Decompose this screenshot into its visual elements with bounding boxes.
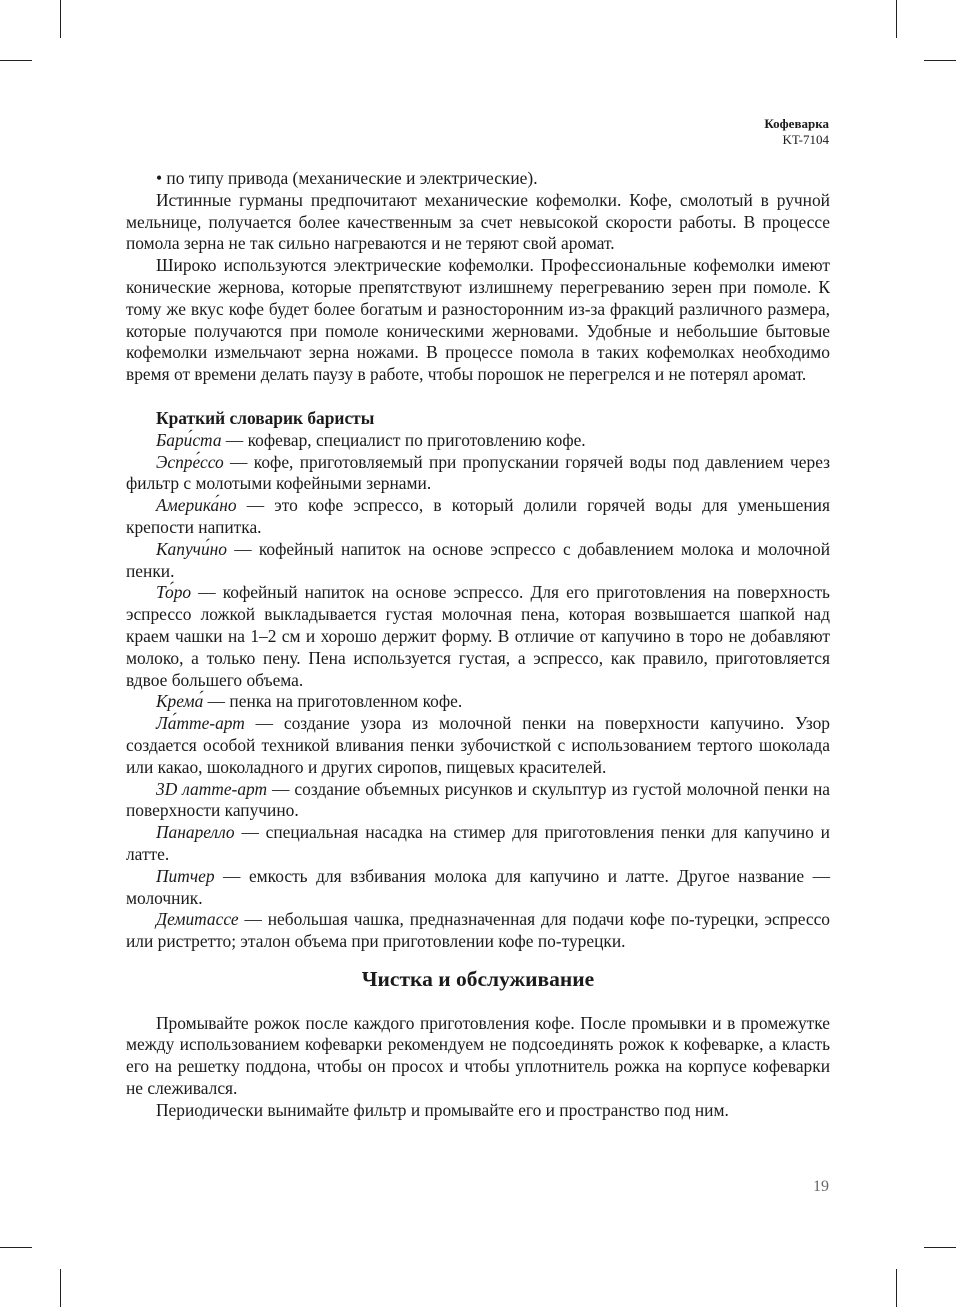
intro-bullet: • по типу привода (механические и электрические). — [156, 168, 538, 188]
glossary-entry — [126, 822, 830, 866]
crop-mark — [924, 60, 956, 61]
crop-mark — [60, 1269, 61, 1307]
glossary-term: Капучи́но — [156, 538, 227, 559]
glossary-definition: — кофейный напиток на основе эспрессо с добавлением молока и молочной пенки. — [126, 538, 830, 581]
glossary-entry — [126, 582, 830, 691]
crop-mark — [896, 1269, 897, 1307]
cleaning-paragraph: Периодически вынимайте фильтр и промывайте его и пространство под ним. — [156, 1099, 729, 1120]
intro-paragraph: Истинные гурманы предпочитают механические кофемолки. Кофе, смолотый в ручной мельнице, получается более качественным за счет невысокой скорости работы. В процессе помола зерна не так сильно нагреваются и не теряют свой аромат. — [126, 189, 830, 254]
cleaning-paragraph: Промывайте рожок после каждого приготовления кофе. После промывки и в промежутке между использованием кофеварки рекомендуем не подсоединять рожок к кофеварке, а класть его на решетку поддона, чтобы он просох и чтобы уплотнитель рожка на корпусе кофеварки не слеживался. — [126, 1012, 830, 1099]
glossary-entry — [126, 495, 830, 539]
glossary-definition: — пенка на приготовленном кофе. — [203, 691, 463, 712]
crop-mark — [896, 0, 897, 38]
glossary-term: 3D латте-арт — [156, 778, 268, 799]
glossary-term: Демитассе — [156, 909, 239, 930]
glossary-entry — [126, 866, 830, 910]
glossary-entry — [126, 691, 830, 713]
glossary-definition: — создание объемных рисунков и скульптур из густой молочной пенки на поверхности капучино. — [126, 778, 830, 821]
glossary-term: Панарелло — [156, 822, 235, 843]
crop-mark — [0, 1247, 32, 1248]
glossary-definition: — кофе, приготовляемый при пропускании горячей воды под давлением через фильтр с молотыми кофейными зернами. — [126, 451, 830, 494]
glossary-entry — [126, 713, 830, 778]
glossary-definition: — это кофе эспрессо, в который долили горячей воды для уменьшения крепости напитка. — [126, 495, 830, 537]
glossary-title: Краткий словарик баристы — [156, 407, 375, 428]
header-model: KT-7104 — [782, 132, 829, 147]
intro-paragraph: Широко используются электрические кофемолки. Профессиональные кофемолки имеют конические жернова, которые препятствуют излишнему перегреванию зерен при помоле. К тому же вкус кофе будет более богатым и разносторонним из-за фракций различного размера, которые получаются при помоле коническими жерновами. Удобные и небольшие бытовые кофемолки измельчают зерна ножами. В процессе помола в таких кофемолках необходимо время от времени делать паузу в работе, чтобы порошок не перегрелся и не потерял аромат. — [126, 255, 830, 385]
glossary-term: Америка́но — [156, 495, 237, 516]
glossary-entry — [126, 452, 830, 496]
glossary-entry — [126, 430, 830, 452]
crop-mark — [60, 0, 61, 38]
glossary-definition: — небольшая чашка, предназначенная для подачи кофе по-турецки, эспрессо или ристретто; эталон объема при приготовлении кофе по-турецки. — [126, 909, 830, 952]
glossary-term: Бари́ста — [156, 429, 222, 450]
glossary-definition: — специальная насадка на стимер для приготовления пенки для капучино и латте. — [126, 822, 830, 864]
glossary-definition: — создание узора из молочной пенки на поверхности капучино. Узор создается особой техникой вливания пенки зубочисткой с использованием тертого шоколада или какао, шоколадного и других сиропов, пищевых красителей. — [126, 713, 830, 777]
glossary-term: Питчер — [156, 865, 215, 886]
glossary-entry — [126, 909, 830, 953]
page-content — [126, 168, 830, 1122]
glossary-definition: — кофейный напиток на основе эспрессо. Для его приготовления на поверхность эспрессо ложкой выкладывается густая молочная пена, которая возвышается шапкой над краем чашки на 1–2 см и хорошо держит форму. В отличие от капучино в торо не добавляют молоко, а только пену. Пена используется густая, а эспрессо, как правило, приготовляется вдвое большего объема. — [126, 582, 830, 690]
glossary-term: Крема́ — [156, 691, 204, 712]
glossary-entry — [126, 539, 830, 583]
page-number: 19 — [813, 1178, 829, 1195]
section-title: Чистка и обслуживание — [361, 966, 595, 991]
header-title: Кофеварка — [764, 116, 829, 131]
glossary-definition: — кофевар, специалист по приготовлению кофе. — [221, 429, 586, 450]
glossary-term: Эспре́ссо — [156, 451, 224, 472]
running-header — [764, 116, 829, 148]
glossary-term: То́ро — [156, 582, 192, 603]
glossary-definition: — емкость для взбивания молока для капучино и латте. Другое название — молочник. — [126, 865, 830, 908]
glossary-term: Ла́тте-арт — [156, 713, 245, 734]
crop-mark — [924, 1247, 956, 1248]
glossary-entry — [126, 779, 830, 823]
crop-mark — [0, 60, 32, 61]
